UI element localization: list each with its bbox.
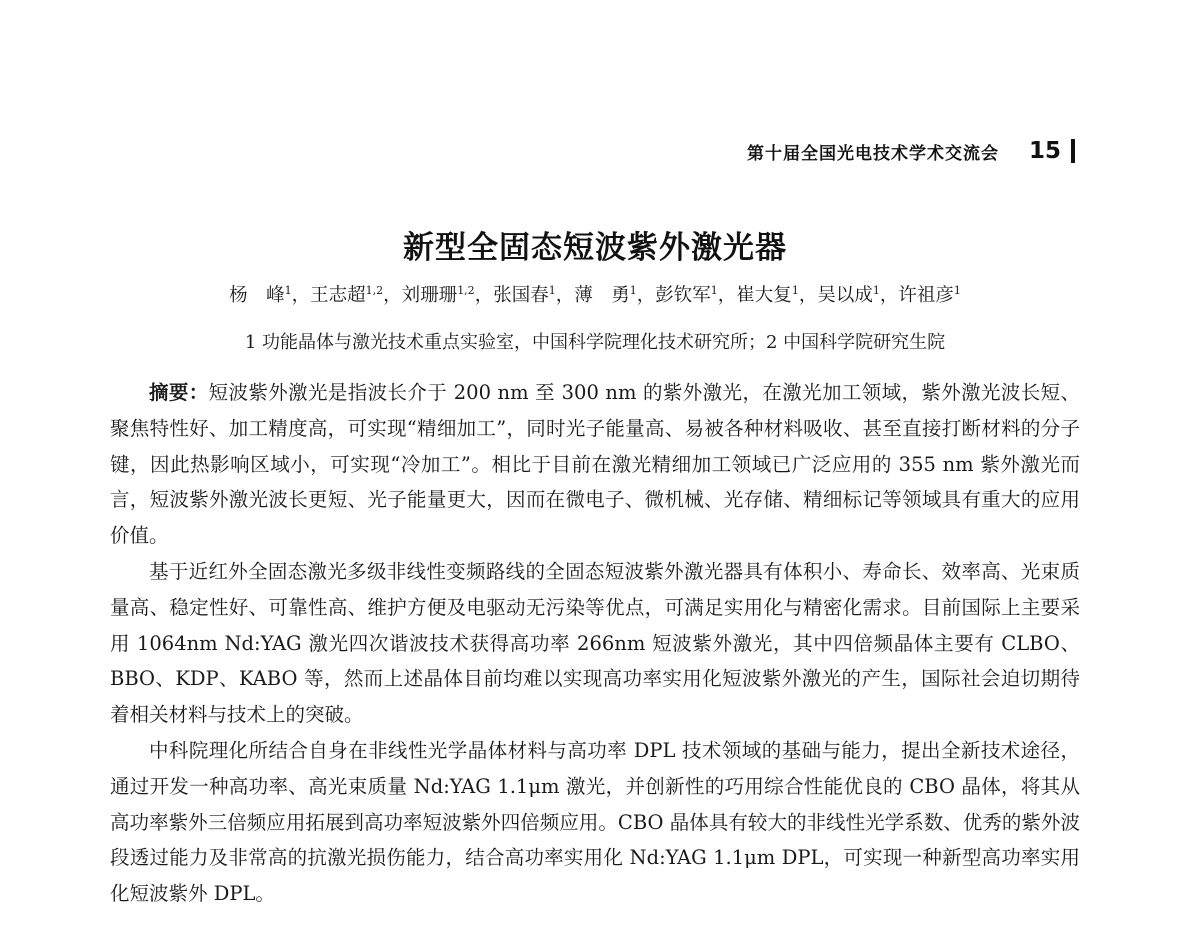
running-header [600, 134, 1075, 168]
body-paragraph: 中科院理化所结合自身在非线性光学晶体材料与高功率 DPL 技术领域的基础与能力，提出全新技术途径，通过开发一种高功率、高光束质量 Nd:YAG 1.1μm 激光，并创新性的巧用综合性能优良的 CBO 晶体，将其从高功率紫外三倍频应用拓展到高功率短波紫外四倍频应用。CBO 晶体具有较大的非线性光学系数、优秀的紫外波段透过能力及非常高的抗激光损伤能力，结合高功率实用化 Nd:YAG 1.1μm DPL，可实现一种新型高功率实用化短波紫外 DPL。 [110, 738, 1080, 906]
author-affiliation-mark: 1 [953, 284, 961, 297]
author-name: 张国春 [493, 285, 549, 306]
author-affiliation-mark: 1 [629, 284, 637, 297]
author-affiliation-mark: 1 [548, 284, 556, 297]
author-affiliation-mark: 1,2 [365, 284, 384, 297]
author-name: 杨 峰 [229, 285, 285, 306]
author-affiliation-mark: 1,2 [457, 284, 475, 297]
abstract-label: 摘要： [149, 381, 209, 404]
author-name: 彭钦军 [655, 285, 711, 306]
author-affiliation-mark: 1 [284, 284, 292, 297]
conference-name: 第十届全国光电技术学术交流会 [746, 143, 999, 164]
author-name: 薄 勇 [574, 285, 630, 306]
author-affiliation-mark: 1 [710, 284, 718, 297]
body-paragraph: 基于近红外全固态激光多级非线性变频路线的全固态短波紫外激光器具有体积小、寿命长、效率高、光束质量高、稳定性好、可靠性高、维护方便及电驱动无污染等优点，可满足实用化与精密化需求。目前国际上主要采用 1064nm Nd:YAG 激光四次谐波技术获得高功率 266nm 短波紫外激光，其中四倍频晶体主要有 CLBO、BBO、KDP、KABO 等，然而上述晶体目前均难以实现高功率实用化短波紫外激光的产生，国际社会迫切期待着相关材料与技术上的突破。 [110, 559, 1080, 727]
author-name: 许祖彦 [898, 285, 954, 306]
author-name: 吴以成 [817, 285, 873, 306]
abstract-text: 短波紫外激光是指波长介于 200 nm 至 300 nm 的紫外激光，在激光加工领域，紫外激光波长短、聚焦特性好、加工精度高，可实现“精细加工”，同时光子能量高、易被各种材料吸收、甚至直接打断材料的分子键，因此热影响区域小，可实现“冷加工”。相比于目前在激光精细加工领域已广泛应用的 355 nm 紫外激光而言，短波紫外激光波长更短、光子能量更大，因而在微电子、微机械、光存储、精细标记等领域具有重大的应用价值。 [110, 381, 1080, 548]
author-name: 刘珊珊 [401, 285, 458, 306]
author-name: 王志超 [310, 285, 366, 306]
paper-title: 新型全固态短波紫外激光器 [403, 230, 787, 266]
abstract-paragraph [110, 375, 1080, 554]
author-name: 崔大复 [736, 285, 792, 306]
author-affiliation-mark: 1 [872, 284, 880, 297]
affiliation-line: 1 功能晶体与激光技术重点实验室，中国科学院理化技术研究所；2 中国科学院研究生院 [244, 332, 946, 353]
header-rule [1071, 139, 1075, 163]
body-text [110, 375, 1080, 912]
author-list: 杨 峰$^1$，王志超$^{1,2}$，刘珊珊$^{1,2}$，张国春$^1$，薄 勇$^1$，彭钦军$^1$，崔大复$^1$，吴以成$^1$，许祖彦$^1$ [229, 284, 961, 306]
author-affiliation-mark: 1 [791, 284, 799, 297]
page-number: 15 [1028, 138, 1061, 164]
